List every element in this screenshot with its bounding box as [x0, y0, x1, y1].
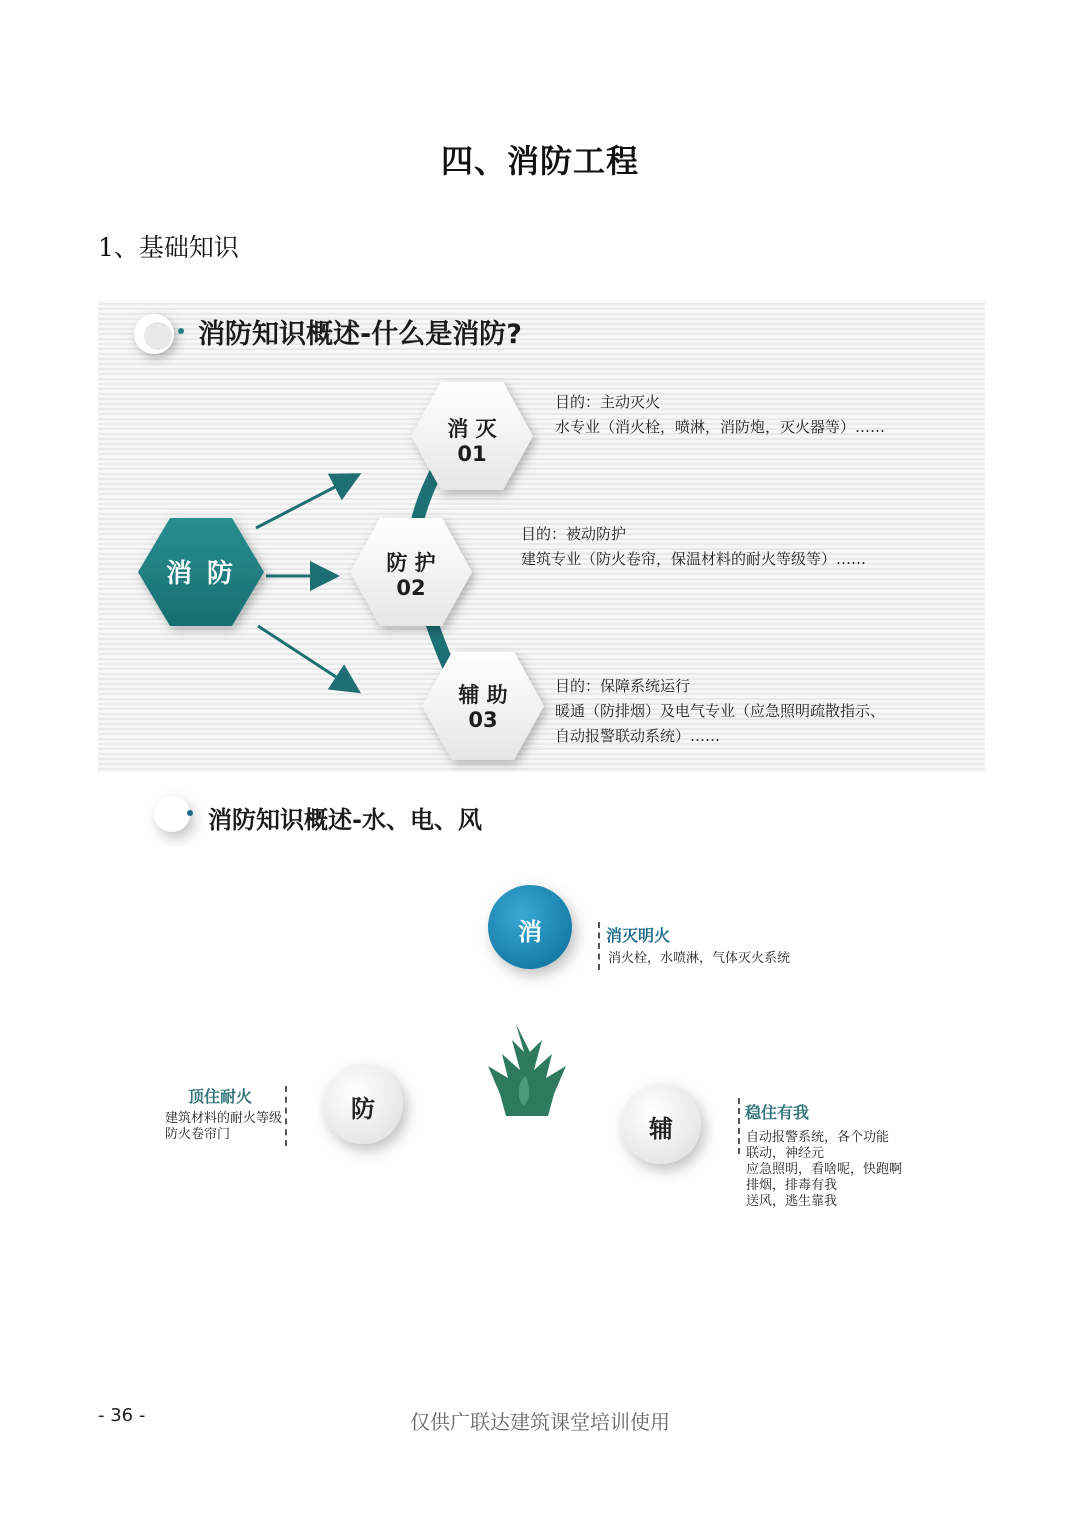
item03-description [555, 674, 975, 749]
item03-detail-2: 自动报警联动系统）…… [555, 727, 721, 745]
flame-icon [488, 1024, 566, 1116]
fu-line: 送风，逃生靠我 [746, 1194, 838, 1209]
fang-text [165, 1111, 282, 1143]
fu-divider [738, 1098, 740, 1154]
footer-text: 仅供广联达建筑课堂培训使用 [410, 1410, 670, 1434]
fu-heading: 稳住有我 [745, 1103, 810, 1122]
hex01-label [422, 417, 522, 467]
hex02-text: 防 护 [386, 551, 436, 575]
section-heading: 1、基础知识 [98, 233, 239, 262]
item01-detail: 水专业（消火栓，喷淋，消防炮，灭火器等）…… [555, 418, 886, 436]
page-number: - 36 - [98, 1405, 146, 1426]
center-label: 消 防 [165, 559, 237, 589]
fang-char: 防 [351, 1095, 375, 1123]
fang-heading: 顶住耐火 [188, 1087, 253, 1106]
slide2-title: 消防知识概述-水、电、风 [208, 806, 482, 834]
fu-line: 应急照明，看啥呢，快跑啊 [746, 1162, 903, 1177]
fang-divider [285, 1086, 287, 1146]
xiao-divider [598, 922, 600, 970]
title-bullet-icon-2 [154, 796, 193, 832]
page-title: 四、消防工程 [440, 142, 639, 180]
slide-what-is-fire-protection [98, 300, 985, 772]
xiao-heading: 消灭明火 [606, 926, 671, 945]
xiao-text: 消火栓，水喷淋，气体灭火系统 [608, 951, 791, 966]
hex01-number: 01 [457, 442, 487, 466]
fu-line: 联动，神经元 [746, 1146, 825, 1161]
title-bullet-icon [134, 314, 184, 354]
item03-purpose: 目的：保障系统运行 [555, 677, 691, 695]
xiao-char: 消 [518, 918, 542, 946]
fu-text [746, 1130, 902, 1210]
hex01-text: 消 灭 [447, 417, 497, 441]
item02-description [521, 522, 961, 572]
hex03-label [433, 683, 533, 733]
hex02-label [361, 551, 461, 601]
slide-water-electric-air [128, 784, 930, 1224]
fu-line: 自动报警系统，各个功能 [746, 1130, 890, 1145]
fang-line: 防火卷帘门 [165, 1127, 231, 1142]
arrow-down [258, 626, 356, 690]
fu-line: 排烟，排毒有我 [746, 1178, 838, 1193]
item03-detail: 暖通（防排烟）及电气专业（应急照明疏散指示、 [555, 702, 886, 720]
item02-detail: 建筑专业（防火卷帘，保温材料的耐火等级等）…… [521, 550, 867, 568]
item01-description [555, 390, 975, 440]
fang-line: 建筑材料的耐火等级 [165, 1111, 283, 1126]
arrow-up [256, 476, 356, 528]
slide1-title: 消防知识概述-什么是消防? [198, 319, 522, 350]
fu-char: 辅 [649, 1115, 673, 1143]
hex02-number: 02 [396, 576, 426, 600]
hex03-text: 辅 助 [458, 683, 508, 707]
item02-purpose: 目的：被动防护 [521, 525, 627, 543]
item01-purpose: 目的：主动灭火 [555, 393, 661, 411]
hex03-number: 03 [468, 708, 498, 732]
